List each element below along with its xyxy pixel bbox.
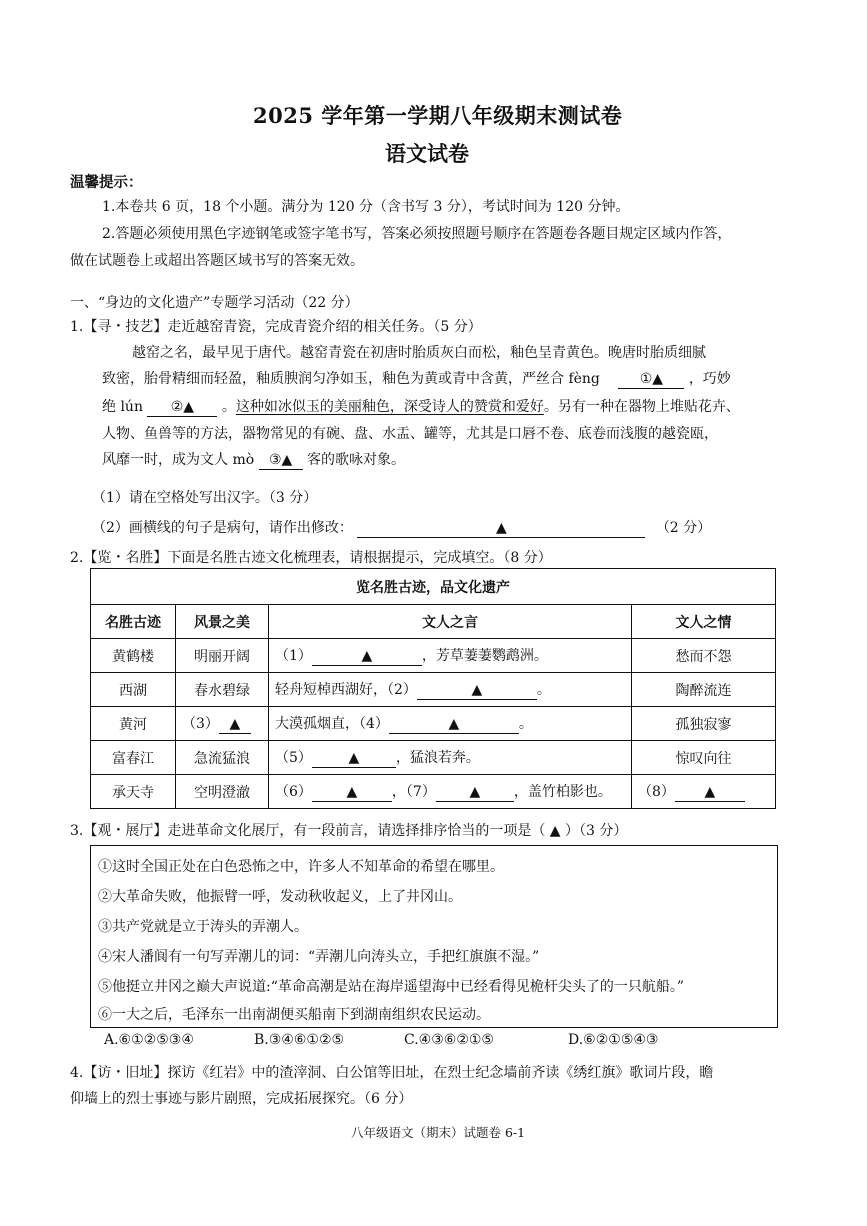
preface-sentence: ①这时全国正处在白色恐怖之中，许多人不知革命的希望在哪里。 xyxy=(98,859,504,875)
site-cell: 西湖 xyxy=(91,673,176,707)
heritage-table xyxy=(90,568,776,809)
quote-text: ，（7） xyxy=(391,784,436,800)
column-header: 风景之美 xyxy=(176,605,269,639)
preface-sentence: ⑤他挺立井冈之巅大声说道:“革命高潮是站在海岸遥望海中已经看得见桅杆尖头了的一只航船。” xyxy=(98,979,685,995)
feeling-cell: 陶醉流连 xyxy=(632,673,776,707)
passage-text: 绝 lún xyxy=(102,399,143,415)
table-row xyxy=(91,775,776,809)
table-header-row xyxy=(91,605,776,639)
passage-text: ，巧妙 xyxy=(688,371,731,387)
table-row xyxy=(91,639,776,673)
quote-text: ，猛浪若奔。 xyxy=(395,750,480,766)
table-blank-6[interactable]: ▲ xyxy=(312,784,392,802)
column-header: 名胜古迹 xyxy=(91,605,176,639)
passage-text: 致密，胎骨精细而轻盈，釉质腴润匀净如玉，釉色为黄或青中含黄，严丝合 fèng xyxy=(102,371,600,387)
site-cell: 承天寺 xyxy=(91,775,176,809)
question-1-passage-line-2 xyxy=(102,368,731,389)
feeling-cell xyxy=(632,775,776,809)
preface-sentence: ③共产党就是立于涛头的弄潮人。 xyxy=(98,919,308,935)
option-c[interactable]: C.④③⑥②①⑤ xyxy=(404,1032,494,1048)
question-1-sub-1: （1）请在空格处写出汉字。（3 分） xyxy=(92,490,318,506)
table-row xyxy=(91,673,776,707)
quote-text: （5） xyxy=(275,750,312,766)
answer-blank-1[interactable]: ①▲ xyxy=(618,371,684,389)
notice-item-1: 1.本卷共 6 页，18 个小题。满分为 120 分（含书写 3 分），考试时间为 120 分钟。 xyxy=(102,199,630,215)
notice-item-2-line-1: 2.答题必须使用黑色字迹钢笔或签字笔书写，答案必须按照题号顺序在答题卷各题目规定区域内作答， xyxy=(102,226,732,242)
quote-cell xyxy=(269,707,632,741)
option-d[interactable]: D.⑥②①⑤④③ xyxy=(568,1032,659,1048)
quote-text: 大漠孤烟直，（4） xyxy=(275,716,389,732)
answer-blank-2[interactable]: ②▲ xyxy=(147,399,217,417)
scene-cell: 空明澄澈 xyxy=(176,775,269,809)
table-blank-5[interactable]: ▲ xyxy=(312,750,396,768)
quote-text: 。 xyxy=(518,716,533,732)
page-footer: 八年级语文（期末）试题卷 6-1 xyxy=(351,1125,526,1140)
table-row xyxy=(91,707,776,741)
feeling-cell: 愁而不怨 xyxy=(632,639,776,673)
correction-answer-blank[interactable]: ▲ xyxy=(357,520,645,538)
quote-cell xyxy=(269,775,632,809)
notice-item-2-line-2: 做在试题卷上或超出答题区域书写的答案无效。 xyxy=(70,253,364,269)
feeling-cell: 孤独寂寥 xyxy=(632,707,776,741)
quote-text: 。 xyxy=(536,682,551,698)
passage-text: 客的歌咏对象。 xyxy=(307,452,406,468)
table-blank-4[interactable]: ▲ xyxy=(389,716,519,734)
option-a[interactable]: A.⑥①②⑤③④ xyxy=(104,1032,194,1048)
quote-text: （1） xyxy=(275,648,312,664)
passage-text: 。 xyxy=(221,399,236,415)
scene-cell: 明丽开阔 xyxy=(176,639,269,673)
question-1-sub-2 xyxy=(92,517,711,538)
column-header: 文人之情 xyxy=(632,605,776,639)
quote-text: 轻舟短棹西湖好，（2） xyxy=(275,682,417,698)
site-cell: 富春江 xyxy=(91,741,176,775)
feeling-label: （8） xyxy=(638,784,675,800)
underlined-sentence: 这种如冰似玉的美丽釉色，深受诗人的赞赏和爱好 xyxy=(235,399,544,415)
question-2-stem: 2.【览・名胜】下面是名胜古迹文化梳理表，请根据提示，完成填空。（8 分） xyxy=(70,550,552,566)
feeling-cell: 惊叹向往 xyxy=(632,741,776,775)
question-1-passage-line-5 xyxy=(102,449,405,470)
preface-sentence: ④宋人潘阆有一句写弄潮儿的词：“弄潮儿向涛头立，手把红旗旗不湿。” xyxy=(98,949,540,965)
question-4-line-2: 仰墙上的烈士事迹与影片剧照，完成拓展探究。（6 分） xyxy=(70,1091,413,1107)
sub-2-prompt: （2）画横线的句子是病句，请作出修改： xyxy=(92,520,353,536)
table-blank-7[interactable]: ▲ xyxy=(436,784,514,802)
question-1-passage-line-3 xyxy=(102,396,740,417)
sub-2-score: （2 分） xyxy=(655,520,712,536)
passage-text: 。另有一种在器物上堆贴花卉、 xyxy=(543,399,740,415)
quote-cell xyxy=(269,639,632,673)
table-row xyxy=(91,741,776,775)
scene-cell: 春水碧绿 xyxy=(176,673,269,707)
site-cell: 黄河 xyxy=(91,707,176,741)
quote-text: ，芳草萋萋鹦鹉洲。 xyxy=(421,648,548,664)
table-blank-8[interactable]: ▲ xyxy=(675,784,745,802)
question-1-stem: 1.【寻・技艺】走近越窑青瓷，完成青瓷介绍的相关任务。（5 分） xyxy=(70,319,482,335)
quote-text: （6） xyxy=(275,784,312,800)
question-4-line-1: 4.【访・旧址】探访《红岩》中的渣滓洞、白公馆等旧址，在烈士纪念墙前齐读《绣红旗》歌词片段，瞻 xyxy=(70,1065,714,1081)
preface-sentence: ②大革命失败，他振臂一呼，发动秋收起义，上了井冈山。 xyxy=(98,889,462,905)
column-header: 文人之言 xyxy=(269,605,632,639)
answer-blank-3[interactable]: ③▲ xyxy=(259,452,303,470)
question-3-stem: 3.【观・展厅】走进革命文化展厅，有一段前言，请选择排序恰当的一项是（ ▲ ）（3 分） xyxy=(70,823,628,839)
section-1-heading: 一、“身边的文化遗产”专题学习活动（22 分） xyxy=(70,295,359,311)
quote-text: ，盖竹柏影也。 xyxy=(513,784,612,800)
quote-cell xyxy=(269,673,632,707)
notice-label: 温馨提示： xyxy=(70,174,143,191)
scene-cell: 急流猛浪 xyxy=(176,741,269,775)
option-b[interactable]: B.③④⑥①②⑤ xyxy=(254,1032,345,1048)
table-blank-1[interactable]: ▲ xyxy=(312,648,422,666)
preface-sentence: ⑥一大之后，毛泽东一出南湖便买船南下到湖南组织农民运动。 xyxy=(98,1007,490,1023)
table-blank-3[interactable]: ▲ xyxy=(219,716,251,734)
preface-box xyxy=(90,845,778,1028)
scene-cell xyxy=(176,707,269,741)
table-caption: 览名胜古迹，品文化遗产 xyxy=(91,569,776,605)
exam-title: 2025 学年第一学期八年级期末测试卷 xyxy=(253,103,623,128)
passage-text: 风靡一时，成为文人 mò xyxy=(102,452,255,468)
question-1-passage-line-1: 越窑之名，最早见于唐代。越窑青瓷在初唐时胎质灰白而松，釉色呈青黄色。晚唐时胎质细腻 xyxy=(132,345,706,361)
table-blank-2[interactable]: ▲ xyxy=(417,682,537,700)
question-1-passage-line-4: 人物、鱼兽等的方法，器物常见的有碗、盘、水盂、罐等，尤其是口唇不卷、底卷而浅腹的越瓷瓯， xyxy=(102,426,718,442)
exam-subtitle: 语文试卷 xyxy=(385,141,469,166)
quote-cell xyxy=(269,741,632,775)
site-cell: 黄鹤楼 xyxy=(91,639,176,673)
table-caption-row xyxy=(91,569,776,605)
scene-label: （3） xyxy=(182,716,219,732)
